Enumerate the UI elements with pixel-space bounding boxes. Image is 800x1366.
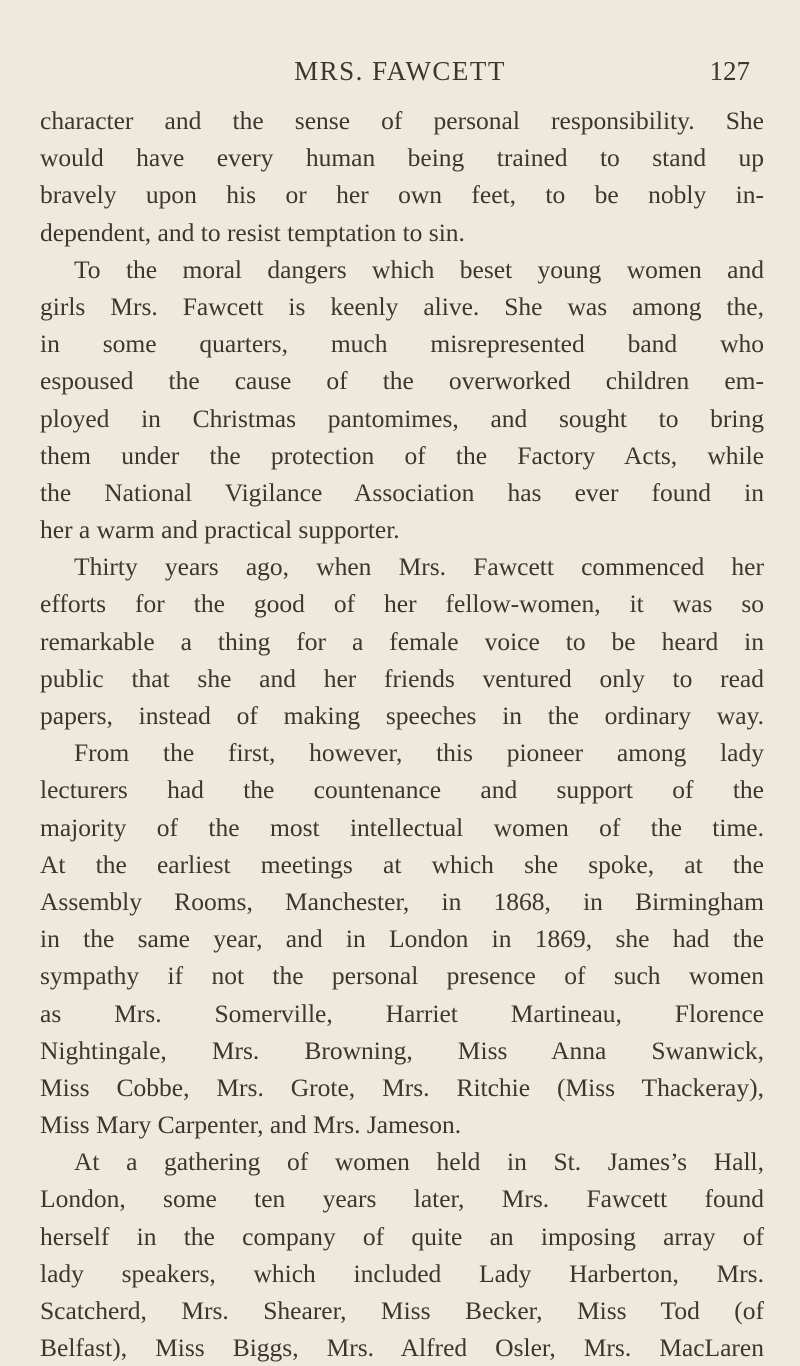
running-head: MRS. FAWCETT [294, 56, 506, 86]
text-line: ployed in Christmas pantomimes, and sought to bring [40, 403, 764, 433]
text-line: To the moral dangers which beset young women and [74, 254, 764, 284]
text-line: efforts for the good of her fellow-women, it was so [40, 589, 764, 619]
text-line: lecturers had the countenance and support of the [40, 775, 764, 805]
text-line: in the same year, and in London in 1869, she had the [40, 924, 764, 954]
text-line: Miss Mary Carpenter, and Mrs. Jameson. [40, 1110, 462, 1140]
text-line: Scatcherd, Mrs. Shearer, Miss Becker, Miss Tod (of [40, 1296, 764, 1325]
text-line: girls Mrs. Fawcett is keenly alive. She was among the, [40, 291, 764, 321]
text-line: From the first, however, this pioneer among lady [74, 738, 764, 768]
text-line: them under the protection of the Factory Acts, while [40, 440, 764, 470]
text-line: London, some ten years later, Mrs. Fawcett found [40, 1184, 764, 1214]
text-line: At the earliest meetings at which she spoke, at the [40, 849, 764, 879]
text-line: papers, instead of making speeches in the ordinary way. [40, 701, 764, 730]
text-line: bravely upon his or her own feet, to be nobly in- [40, 180, 764, 210]
text-line: At a gathering of women held in St. James’s Hall, [74, 1147, 764, 1177]
text-line: dependent, and to resist temptation to sin. [40, 217, 465, 247]
text-line: Thirty years ago, when Mrs. Fawcett commenced her [74, 552, 764, 582]
text-line: public that she and her friends ventured only to read [40, 663, 764, 693]
text-line: in some quarters, much misrepresented band who [40, 329, 764, 359]
body-text [40, 102, 764, 1366]
text-line: Assembly Rooms, Manchester, in 1868, in Birmingham [40, 886, 764, 916]
text-line: remarkable a thing for a female voice to be heard in [40, 626, 764, 656]
text-line: the National Vigilance Association has ever found in [40, 477, 764, 507]
text-line: sympathy if not the personal presence of such women [40, 961, 764, 991]
page-number: 127 [709, 56, 750, 86]
text-line: Nightingale, Mrs. Browning, Miss Anna Swanwick, [40, 1035, 764, 1065]
text-line: character and the sense of personal responsibility. She [40, 106, 764, 135]
text-line: as Mrs. Somerville, Harriet Martineau, Florence [40, 998, 764, 1028]
text-line: lady speakers, which included Lady Harberton, Mrs. [40, 1258, 764, 1288]
text-line: espoused the cause of the overworked children em- [40, 366, 764, 396]
text-line: majority of the most intellectual women of the time. [40, 812, 764, 842]
text-line: Miss Cobbe, Mrs. Grote, Mrs. Ritchie (Miss Thackeray), [40, 1072, 764, 1102]
text-line: herself in the company of quite an imposing array of [40, 1221, 764, 1251]
page-header [0, 56, 800, 96]
text-line: would have every human being trained to stand up [40, 143, 764, 173]
text-line: her a warm and practical supporter. [40, 515, 400, 545]
text-line: Belfast), Miss Biggs, Mrs. Alfred Osler, Mrs. MacLaren [40, 1333, 764, 1363]
